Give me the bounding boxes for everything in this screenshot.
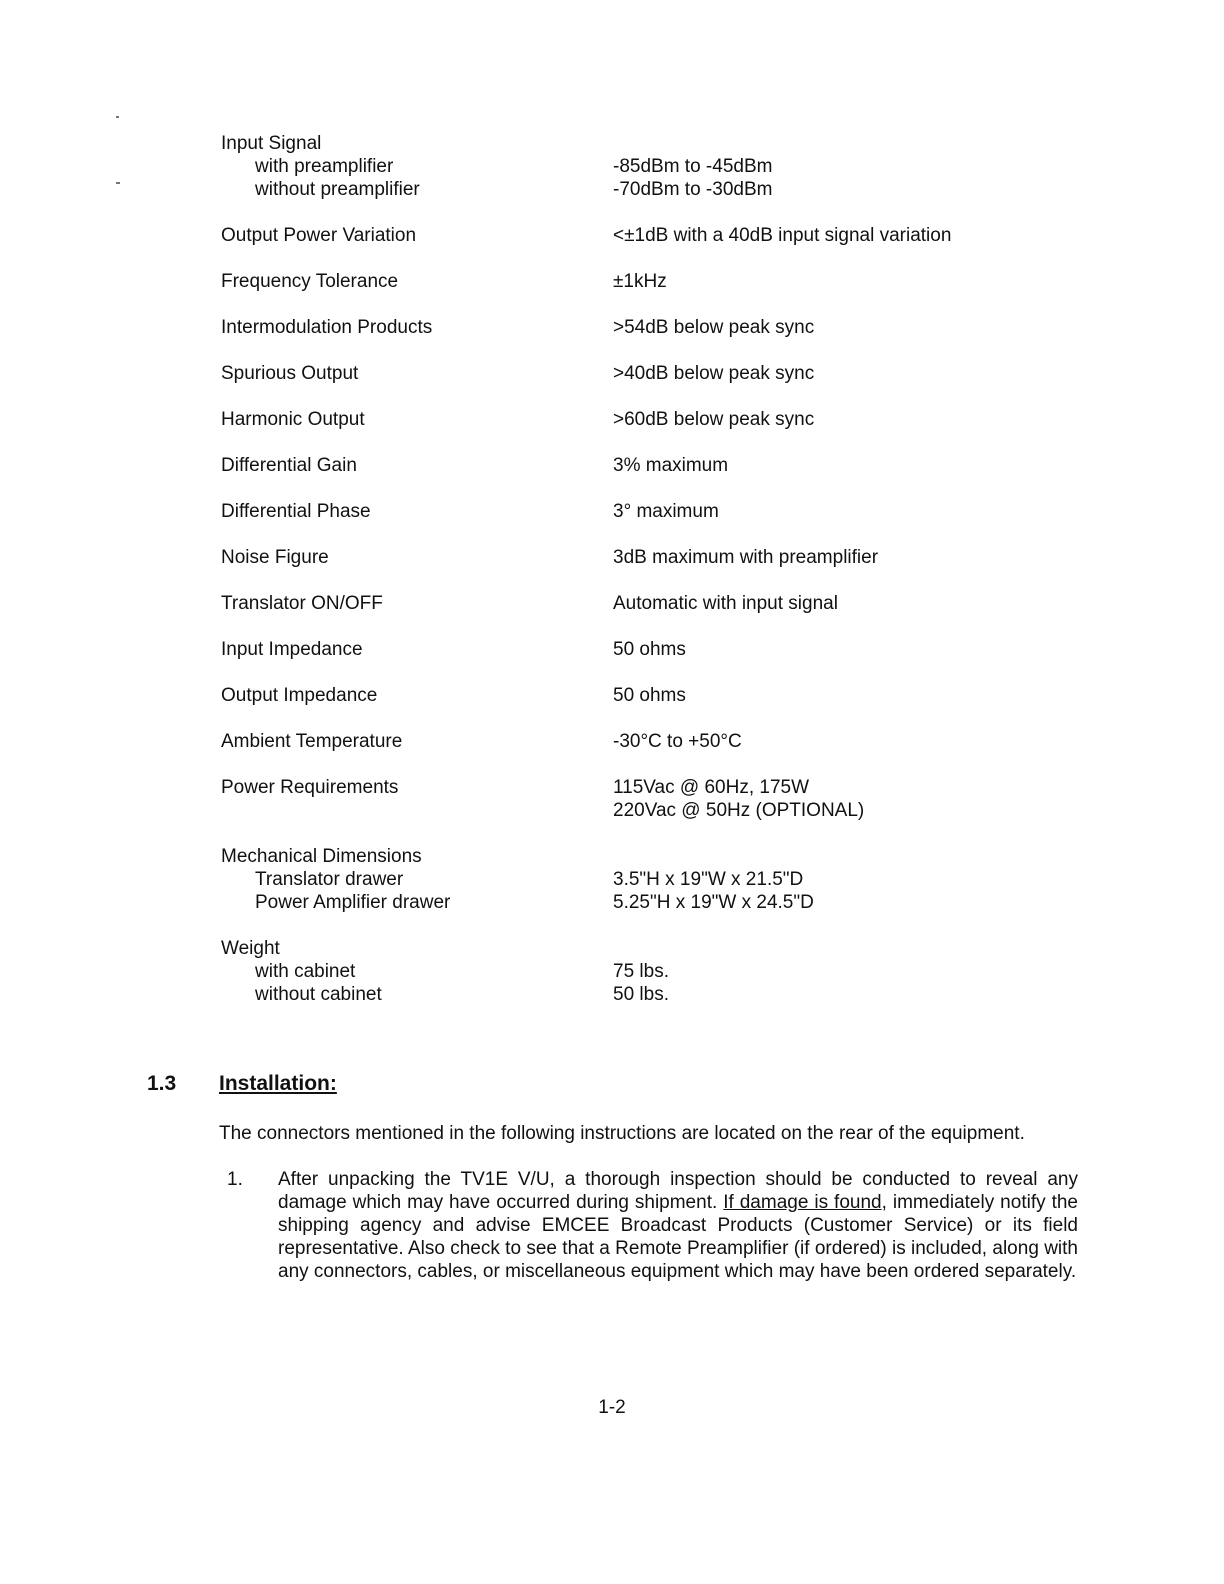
spec-value: 5.25"H x 19"W x 24.5"D	[613, 892, 814, 913]
spec-sublabel: with preamplifier	[255, 156, 394, 177]
spec-row	[221, 638, 1101, 684]
spec-row	[221, 546, 1101, 592]
spec-value: ±1kHz	[613, 271, 667, 292]
spec-label: Output Impedance	[221, 685, 378, 706]
section-intro: The connectors mentioned in the following instructions are located on the rear of the equipment.	[219, 1123, 1025, 1144]
spec-label: Intermodulation Products	[221, 317, 433, 338]
spec-label: Power Requirements	[221, 777, 399, 798]
spec-label: Differential Gain	[221, 455, 357, 476]
spec-value: 3° maximum	[613, 501, 719, 522]
spec-row-weight	[221, 937, 1101, 1006]
spec-value: >54dB below peak sync	[613, 317, 815, 338]
spec-row	[221, 224, 1101, 270]
spec-sublabel: Power Amplifier drawer	[255, 892, 451, 913]
spec-label: Spurious Output	[221, 363, 359, 384]
spec-label: Frequency Tolerance	[221, 271, 399, 292]
spec-value: >40dB below peak sync	[613, 363, 815, 384]
spec-value: Automatic with input signal	[613, 593, 838, 614]
list-item-number: 1.	[227, 1169, 243, 1190]
section-title: Installation:	[219, 1072, 337, 1095]
spec-sublabel: without preamplifier	[255, 179, 420, 200]
page-number: 1-2	[598, 1397, 626, 1418]
spec-value: 75 lbs.	[613, 961, 669, 982]
scan-speck	[116, 116, 119, 118]
spec-row-input-signal	[221, 132, 1101, 224]
spec-row	[221, 592, 1101, 638]
underlined-phrase: If damage is found	[723, 1192, 882, 1213]
spec-label: Output Power Variation	[221, 225, 417, 246]
spec-label: Noise Figure	[221, 547, 329, 568]
spec-label: Input Signal	[221, 133, 322, 154]
spec-value: 50 ohms	[613, 685, 686, 706]
spec-label: Input Impedance	[221, 639, 363, 660]
spec-label: Harmonic Output	[221, 409, 365, 430]
spec-row	[221, 408, 1101, 454]
spec-sublabel: with cabinet	[255, 961, 356, 982]
spec-row	[221, 270, 1101, 316]
spec-label: Translator ON/OFF	[221, 593, 383, 614]
spec-value: -85dBm to -45dBm	[613, 156, 773, 177]
scan-speck	[116, 182, 120, 184]
spec-value: 50 lbs.	[613, 984, 669, 1005]
spec-value: 115Vac @ 60Hz, 175W	[613, 777, 810, 798]
spec-value: 50 ohms	[613, 639, 686, 660]
spec-row-dimensions	[221, 845, 1101, 937]
specifications-table	[221, 132, 1101, 1006]
spec-row	[221, 730, 1101, 776]
spec-label: Mechanical Dimensions	[221, 846, 422, 867]
spec-value: <±1dB with a 40dB input signal variation	[613, 225, 952, 246]
spec-label: Weight	[221, 938, 280, 959]
spec-value: 3% maximum	[613, 455, 729, 476]
spec-label: Ambient Temperature	[221, 731, 403, 752]
spec-sublabel: without cabinet	[255, 984, 382, 1005]
spec-row	[221, 684, 1101, 730]
list-item-text: After unpacking the TV1E V/U, a thorough inspection should be conducted to reveal any damage which may have occurred during shipment. If damage is found, immediately notify the shipping agency and advise EMCEE Broadcast Products (Customer Service) or its field representative. Also check to see that a Remote Preamplifier (if ordered) is included, along with any connectors, cables, or miscellaneous equipment which may have been ordered separately.	[278, 1169, 1078, 1282]
spec-row	[221, 454, 1101, 500]
spec-value: 3.5"H x 19"W x 21.5"D	[613, 869, 804, 890]
spec-value: >60dB below peak sync	[613, 409, 815, 430]
spec-row	[221, 362, 1101, 408]
spec-sublabel: Translator drawer	[255, 869, 404, 890]
spec-value: -70dBm to -30dBm	[613, 179, 773, 200]
spec-row	[221, 316, 1101, 362]
spec-row	[221, 500, 1101, 546]
spec-row-power	[221, 776, 1101, 845]
spec-value: 3dB maximum with preamplifier	[613, 547, 879, 568]
spec-value: 220Vac @ 50Hz (OPTIONAL)	[613, 800, 865, 821]
section-number: 1.3	[147, 1072, 177, 1095]
spec-label: Differential Phase	[221, 501, 371, 522]
spec-value: -30°C to +50°C	[613, 731, 742, 752]
